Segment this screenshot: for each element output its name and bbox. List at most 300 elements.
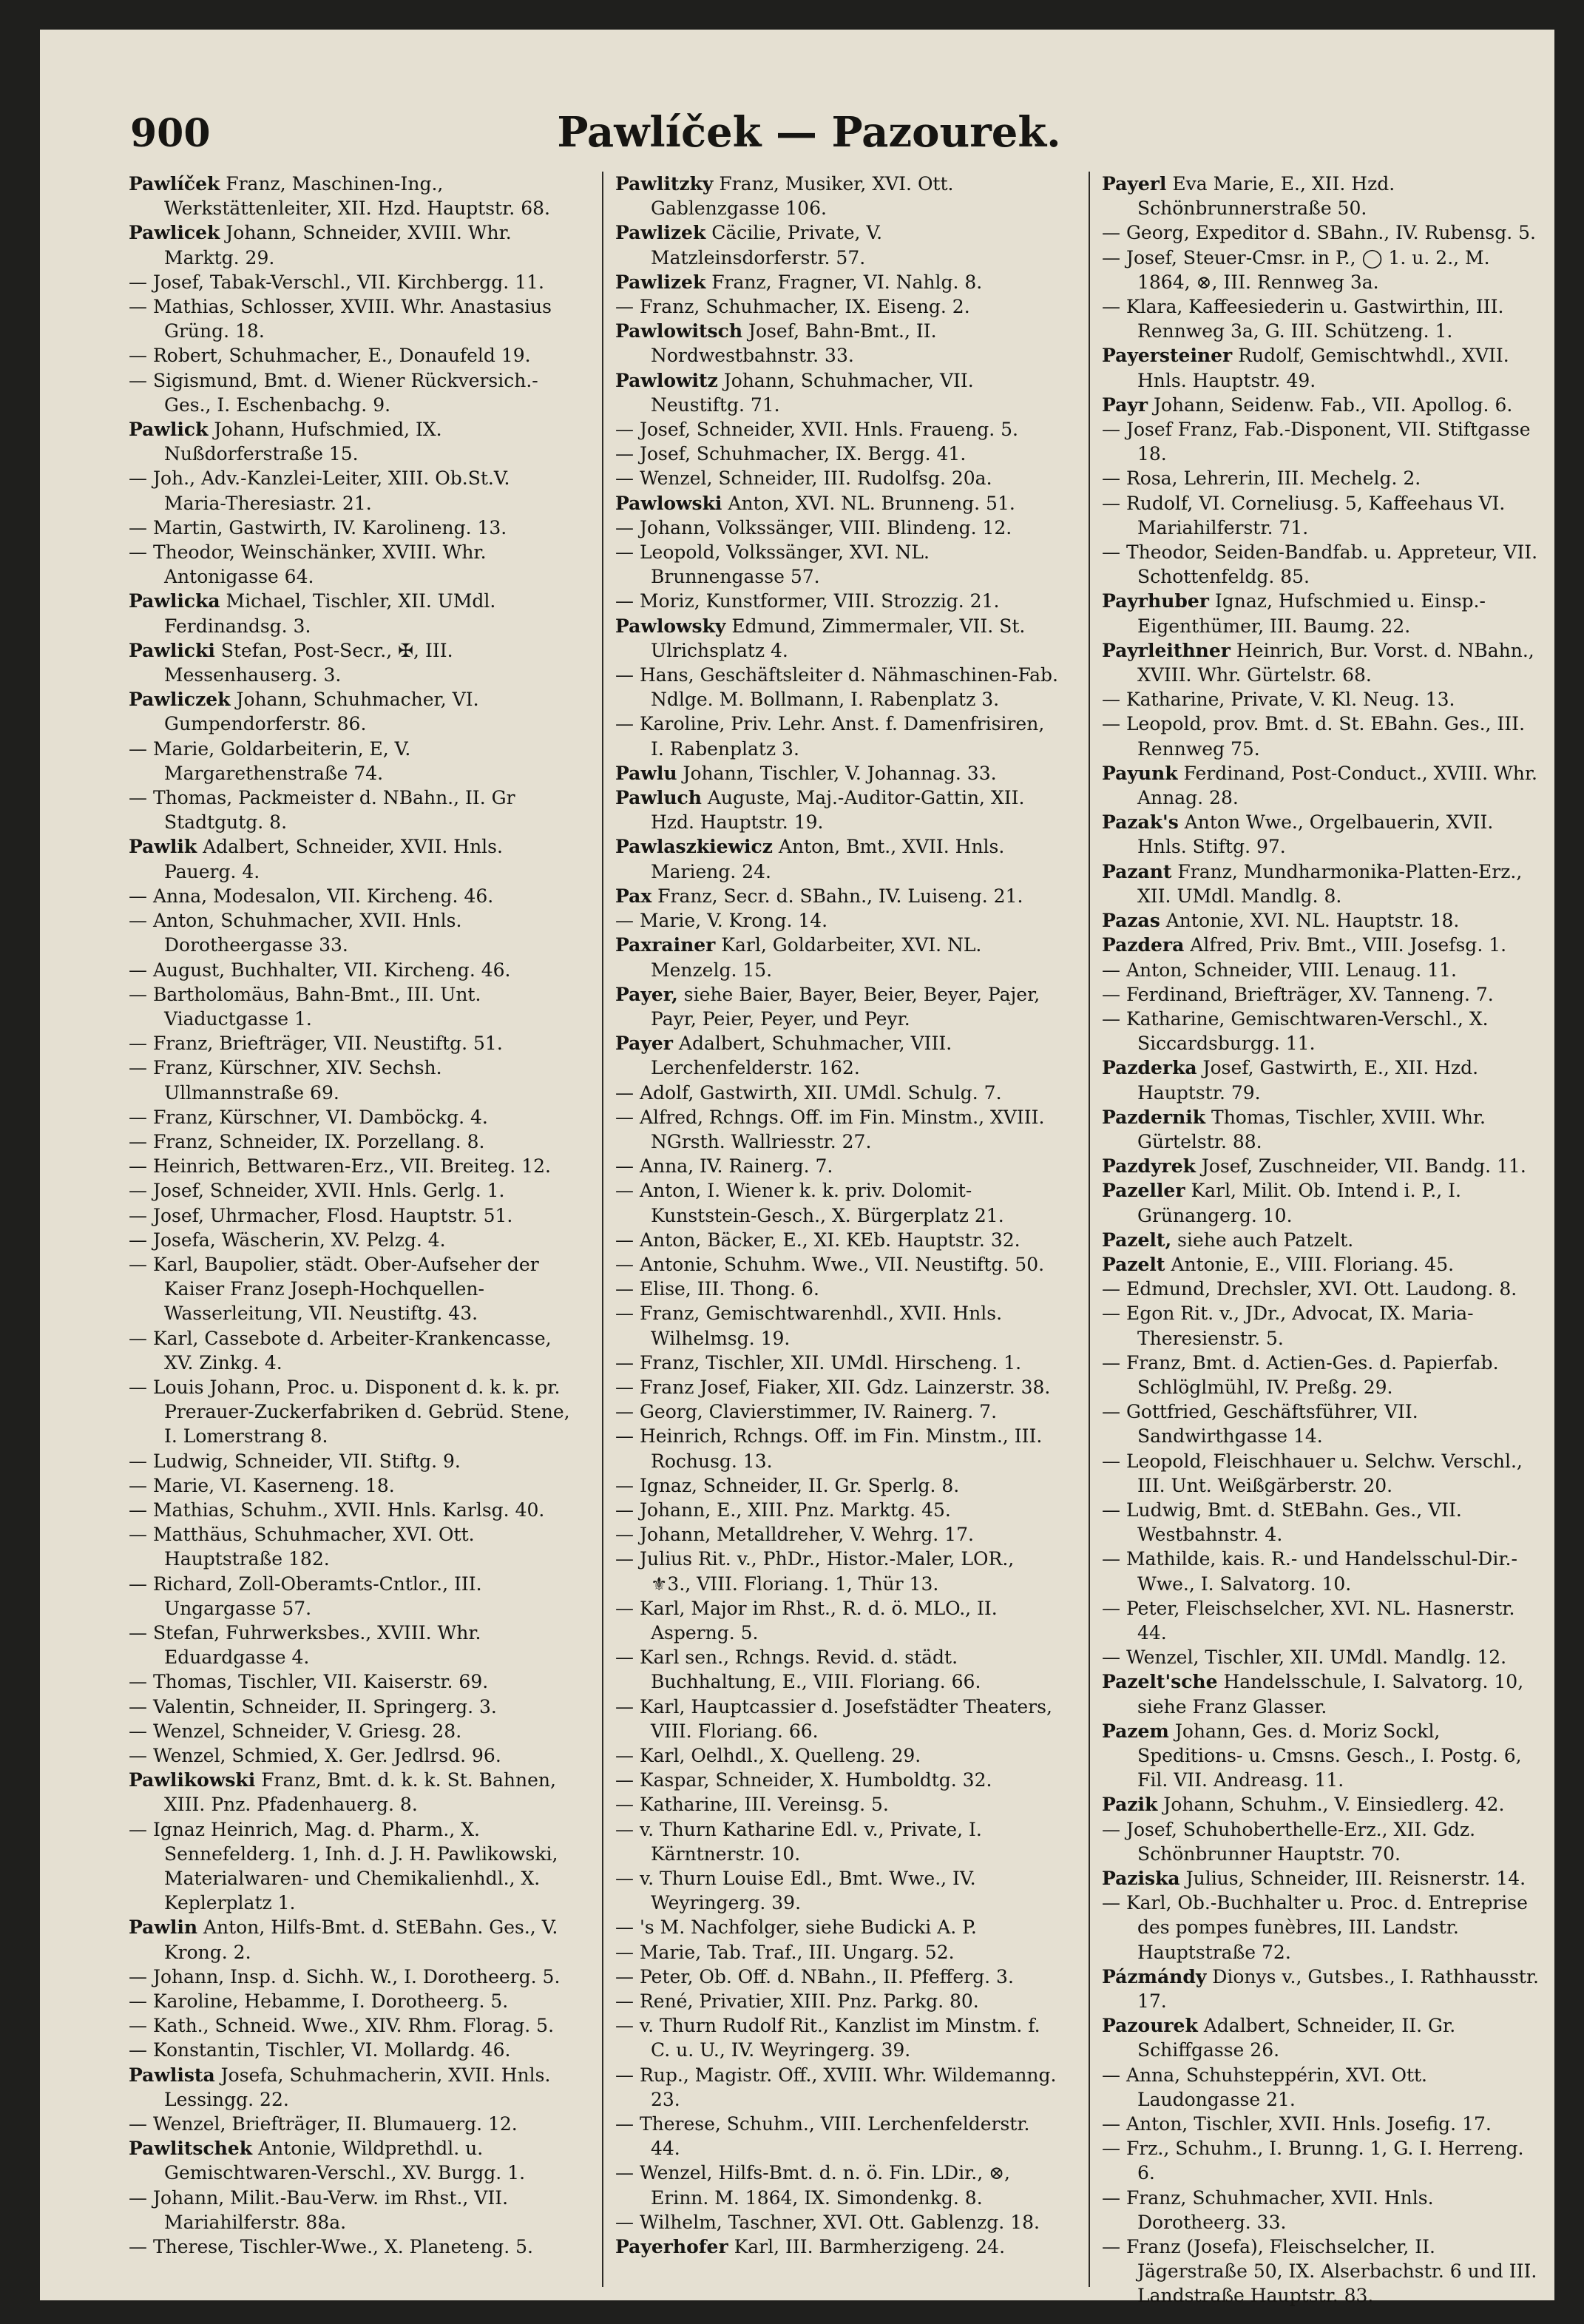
directory-entry — [129, 1572, 572, 1621]
directory-entry — [615, 1351, 1059, 1375]
entry-text: — Anton, Tischler, XVII. Hnls. Josefig. 17. — [1102, 2113, 1492, 2135]
entry-surname: Pazelt, — [1102, 1229, 1172, 1251]
entry-text: Anton Wwe., Orgelbauerin, XVII. Hnls. Stiftg. 97. — [1137, 811, 1494, 858]
entry-text: — Thomas, Packmeister d. NBahn., II. Gr Stadtgutg. 8. — [129, 787, 515, 834]
directory-entry — [615, 319, 1059, 368]
entry-text: — Stefan, Fuhrwerksbes., XVIII. Whr. Eduardgasse 4. — [129, 1621, 481, 1669]
entry-text: — Mathilde, kais. R.- und Handelsschul-Dir.-Wwe., I. Salvatorg. 10. — [1102, 1548, 1517, 1595]
entry-text: Johann, Hufschmied, IX. Nußdorferstraße 15. — [164, 419, 442, 465]
page-number: 900 — [130, 111, 211, 156]
directory-entry — [615, 933, 1059, 982]
entry-surname: Payer — [615, 1033, 673, 1055]
entry-text: — Wenzel, Tischler, XII. UMdl. Mandlg. 12. — [1102, 1646, 1507, 1669]
directory-entry — [1102, 2013, 1546, 2062]
entry-text: Stefan, Post-Secr., ✠, III. Messenhauserg. 3. — [164, 639, 453, 686]
entry-text: — Karl, Major im Rhst., R. d. ö. MLO., II. Asperng. 5. — [615, 1597, 998, 1644]
directory-entry — [129, 834, 572, 883]
directory-entry — [1102, 712, 1546, 760]
entry-text: — Bartholomäus, Bahn-Bmt., III. Unt. Viaductgasse 1. — [129, 983, 481, 1030]
entry-text: — Wenzel, Schneider, III. Rudolfsg. 20a. — [615, 467, 992, 490]
entry-text: — Josef Franz, Fab.-Disponent, VII. Stiftgasse 18. — [1102, 419, 1531, 465]
directory-entry — [615, 982, 1059, 1031]
directory-entry — [615, 540, 1059, 589]
entry-text: Franz, Maschinen-Ing., Werkstättenleiter, XII. Hzd. Hauptstr. 68. — [164, 173, 550, 220]
entry-text: — René, Privatier, XIII. Pnz. Parkg. 80. — [615, 1990, 979, 2013]
entry-text: — Katharine, Private, V. Kl. Neug. 13. — [1102, 689, 1455, 711]
entry-text: — Peter, Ob. Off. d. NBahn., II. Pfefferg. 3. — [615, 1965, 1014, 1987]
entry-text: — 's M. Nachfolger, siehe Budicki A. P. — [615, 1916, 977, 1939]
directory-entry — [615, 1915, 1059, 1939]
directory-page — [40, 30, 1554, 2307]
column-2 — [615, 172, 1059, 2294]
directory-entry — [615, 1277, 1059, 1301]
entry-surname: Pazdera — [1102, 934, 1185, 956]
entry-text: — Anton, I. Wiener k. k. priv. Dolomit-Kunststein-Gesch., X. Bürgerplatz 21. — [615, 1180, 1004, 1226]
directory-entry — [615, 1375, 1059, 1399]
entry-text: Thomas, Tischler, XVIII. Whr. Gürtelstr. 88. — [1137, 1106, 1486, 1152]
directory-entry — [1102, 589, 1546, 638]
entry-text: Karl, Milit. Ob. Intend i. P., I. Grünangerg. 10. — [1137, 1180, 1461, 1226]
directory-entry — [615, 786, 1059, 834]
directory-entry — [615, 491, 1059, 516]
entry-text: — Johann, Insp. d. Sichh. W., I. Dorotheerg. 5. — [129, 1965, 561, 1987]
entry-text: — Josef, Tabak-Verschl., VII. Kirchbergg. 11. — [129, 271, 544, 293]
directory-entry — [129, 1105, 572, 1129]
entry-surname: Pazelt'sche — [1102, 1671, 1218, 1693]
entry-text: — Josef, Uhrmacher, Flosd. Hauptstr. 51. — [129, 1204, 513, 1226]
entry-text: — Marie, Goldarbeiterin, E, V. Margarethenstraße 74. — [129, 737, 411, 784]
directory-entry — [1102, 417, 1546, 466]
entry-text: Cäcilie, Private, V. Matzleinsdorferstr. 57. — [651, 222, 883, 268]
directory-entry — [615, 220, 1059, 269]
directory-entry — [129, 1449, 572, 1473]
entry-text: — Wenzel, Schmied, X. Ger. Jedlrsd. 96. — [129, 1745, 501, 1766]
entry-surname: Payerhofer — [615, 2236, 728, 2258]
directory-entry — [615, 1301, 1059, 1350]
directory-entry — [129, 1129, 572, 1154]
directory-entry — [1102, 466, 1546, 490]
entry-surname: Pazak's — [1102, 811, 1179, 834]
entry-text: — Leopold, Volkssänger, XVI. NL. Brunnengasse 57. — [615, 541, 930, 588]
entry-text: Auguste, Maj.-Auditor-Gattin, XII. Hzd. Hauptstr. 19. — [651, 787, 1025, 834]
directory-entry — [1102, 1007, 1546, 1055]
entry-text: Johann, Tischler, V. Johannag. 33. — [677, 762, 997, 784]
directory-entry — [1102, 491, 1546, 540]
entry-surname: Pázmándy — [1102, 1965, 1207, 1987]
entry-text: — Anna, Schuhsteppérin, XVI. Ott. Laudongasse 21. — [1102, 2064, 1428, 2110]
directory-entry — [615, 270, 1059, 294]
directory-entry — [615, 834, 1059, 883]
directory-entry — [129, 1989, 572, 2013]
entry-text: — Katharine, III. Vereinsg. 5. — [615, 1794, 889, 1816]
entry-text: — Johann, Milit.-Bau-Verw. im Rhst., VII. Mariahilferstr. 88a. — [129, 2186, 509, 2233]
entry-text: — Sigismund, Bmt. d. Wiener Rückversich.-Ges., I. Eschenbachg. 9. — [129, 369, 538, 416]
entry-text: — Valentin, Schneider, II. Springerg. 3. — [129, 1695, 497, 1717]
directory-entry — [1102, 1965, 1546, 2013]
directory-entry — [1102, 2063, 1546, 2112]
entry-text: — Kath., Schneid. Wwe., XIV. Rhm. Florag. 5. — [129, 2015, 555, 2037]
entry-text: Franz, Secr. d. SBahn., IV. Luiseng. 21. — [651, 885, 1023, 907]
column-divider — [602, 172, 603, 2287]
directory-entry — [1102, 1252, 1546, 1277]
entry-text: — Heinrich, Bettwaren-Erz., VII. Breiteg. 12. — [129, 1155, 551, 1178]
directory-entry — [129, 1965, 572, 1989]
entry-text: Josef, Gastwirth, E., XII. Hzd. Hauptstr. 79. — [1137, 1057, 1479, 1104]
directory-entry — [129, 1473, 572, 1498]
entry-text: — Adolf, Gastwirth, XII. UMdl. Schulg. 7. — [615, 1081, 1002, 1104]
directory-entry — [129, 2063, 572, 2112]
entry-text: Karl, Goldarbeiter, XVI. NL. Menzelg. 15. — [651, 934, 982, 981]
directory-entry — [1102, 540, 1546, 589]
directory-entry — [129, 908, 572, 957]
entry-surname: Paziska — [1102, 1868, 1180, 1890]
entry-text: — Edmund, Drechsler, XVI. Ott. Laudong. 8. — [1102, 1278, 1517, 1300]
directory-entry — [1102, 1228, 1546, 1252]
entry-text: — Rudolf, VI. Corneliusg. 5, Kaffeehaus VI. Mariahilferstr. 71. — [1102, 492, 1506, 538]
entry-surname: Pawlizek — [615, 271, 706, 293]
entry-text: Karl, III. Barmherzigeng. 24. — [728, 2236, 1006, 2258]
directory-entry — [1102, 2112, 1546, 2136]
directory-entry — [129, 368, 572, 417]
entry-surname: Pawlowsky — [615, 615, 726, 637]
entry-surname: Pazourek — [1102, 2015, 1198, 2037]
directory-entry — [129, 1154, 572, 1178]
directory-entry — [1102, 2235, 1546, 2308]
directory-entry — [615, 884, 1059, 908]
entry-text: — Alfred, Rchngs. Off. im Fin. Minstm., XVIII. NGrsth. Wallriesstr. 27. — [615, 1106, 1045, 1152]
directory-entry — [615, 663, 1059, 712]
entry-text: — Mathias, Schlosser, XVIII. Whr. Anastasius Grüng. 18. — [129, 296, 552, 342]
entry-text: — Theodor, Seiden-Bandfab. u. Appreteur, VII. Schottenfeldg. 85. — [1102, 541, 1538, 588]
entry-text: — Franz, Kürschner, VI. Damböckg. 4. — [129, 1106, 488, 1128]
entry-text: — Johann, E., XIII. Pnz. Marktg. 45. — [615, 1499, 951, 1521]
directory-entry — [1102, 294, 1546, 343]
entry-surname: Pazeller — [1102, 1180, 1185, 1202]
directory-entry — [129, 1743, 572, 1768]
directory-entry — [615, 712, 1059, 760]
directory-entry — [615, 1522, 1059, 1547]
directory-entry — [1102, 1645, 1546, 1669]
entry-text: Anton, Bmt., XVII. Hnls. Marieng. 24. — [651, 836, 1005, 882]
directory-entry — [615, 1768, 1059, 1792]
directory-entry — [615, 1154, 1059, 1178]
entry-surname: Pawlíček — [129, 173, 220, 195]
entry-text: Johann, Schneider, XVIII. Whr. Marktg. 29. — [164, 222, 512, 268]
directory-entry — [615, 1178, 1059, 1227]
entry-surname: Paxrainer — [615, 934, 716, 956]
entry-text: siehe auch Patzelt. — [1171, 1229, 1354, 1251]
directory-entry — [129, 1817, 572, 1916]
directory-entry — [1102, 1399, 1546, 1448]
entry-surname: Pazik — [1102, 1794, 1158, 1816]
entry-text: Michael, Tischler, XII. UMdl. Ferdinandsg. 3. — [164, 590, 496, 637]
entry-text: Ferdinand, Post-Conduct., XVIII. Whr. Annag. 28. — [1137, 762, 1537, 809]
entry-surname: Pawlicek — [129, 222, 220, 244]
directory-entry — [129, 220, 572, 269]
entry-text: — Franz, Schuhmacher, IX. Eiseng. 2. — [615, 296, 970, 318]
entry-text: — Heinrich, Rchngs. Off. im Fin. Minstm., III. Rochusg. 13. — [615, 1425, 1043, 1472]
directory-entry — [129, 2136, 572, 2185]
directory-entry — [129, 343, 572, 368]
entry-text: — Kaspar, Schneider, X. Humboldtg. 32. — [615, 1769, 992, 1791]
directory-entry — [1102, 1351, 1546, 1399]
entry-text: — Richard, Zoll-Oberamts-Cntlor., III. Ungargasse 57. — [129, 1573, 482, 1619]
entry-text: — Josef, Schuhoberthelle-Erz., XII. Gdz. Schönbrunner Hauptstr. 70. — [1102, 1818, 1476, 1865]
directory-entry — [1102, 1498, 1546, 1547]
entry-text: Alfred, Priv. Bmt., VIII. Josefsg. 1. — [1184, 934, 1507, 956]
entry-surname: Pawlowitsch — [615, 320, 743, 342]
entry-surname: Pawlowski — [615, 492, 722, 514]
entry-text: — Peter, Fleischselcher, XVI. NL. Hasnerstr. 44. — [1102, 1597, 1515, 1644]
directory-entry — [129, 1375, 572, 1449]
entry-text: — Hans, Geschäftsleiter d. Nähmaschinen-Fab. Ndlge. M. Bollmann, I. Rabenplatz 3. — [615, 664, 1058, 711]
directory-entry — [1102, 1817, 1546, 1866]
directory-entry — [129, 1055, 572, 1104]
entry-text: Julius, Schneider, III. Reisnerstr. 14. — [1179, 1868, 1526, 1890]
entry-surname: Payunk — [1102, 762, 1178, 784]
entry-text: — Rup., Magistr. Off., XVIII. Whr. Wildemanng. 23. — [615, 2064, 1057, 2110]
entry-surname: Payrleithner — [1102, 639, 1231, 661]
directory-entry — [615, 1596, 1059, 1645]
directory-entry — [615, 2161, 1059, 2209]
entry-text: — Katharine, Gemischtwaren-Verschl., X. Siccardsburgg. 11. — [1102, 1007, 1489, 1055]
directory-entry — [129, 270, 572, 294]
entry-text: — Egon Rit. v., JDr., Advocat, IX. Maria-Theresienstr. 5. — [1102, 1303, 1474, 1349]
entry-surname: Pawlowitz — [615, 369, 718, 391]
entry-surname: Pax — [615, 885, 652, 907]
directory-entry — [1102, 1669, 1546, 1718]
entry-text: — v. Thurn Katharine Edl. v., Private, I. Kärntnerstr. 10. — [615, 1818, 982, 1865]
directory-entry — [615, 908, 1059, 933]
entry-surname: Pawlick — [129, 419, 209, 441]
directory-entry — [1102, 810, 1546, 859]
directory-entry — [1102, 761, 1546, 810]
entry-text: Anton, Hilfs-Bmt. d. StEBahn. Ges., V. Krong. 2. — [164, 1916, 558, 1963]
directory-entry — [1102, 1055, 1546, 1104]
directory-entry — [129, 1695, 572, 1719]
entry-text: — Matthäus, Schuhmacher, XVI. Ott. Hauptstraße 182. — [129, 1524, 475, 1570]
entry-text: — Ludwig, Bmt. d. StEBahn. Ges., VII. Westbahnstr. 4. — [1102, 1499, 1462, 1546]
entry-text: — Wenzel, Schneider, V. Griesg. 28. — [129, 1720, 462, 1742]
directory-entry — [129, 1326, 572, 1375]
entry-text: Antonie, XVI. NL. Hauptstr. 18. — [1160, 910, 1460, 932]
directory-entry — [615, 2210, 1059, 2235]
entry-surname: Pazem — [1102, 1720, 1169, 1742]
entry-text: — Franz, Tischler, XII. UMdl. Hirscheng. 1. — [615, 1351, 1022, 1374]
entry-text: — Gottfried, Geschäftsführer, VII. Sandwirthgasse 14. — [1102, 1401, 1418, 1448]
entry-surname: Payer, — [615, 983, 678, 1005]
entry-text: Rudolf, Gemischtwhdl., XVII. Hnls. Hauptstr. 49. — [1137, 345, 1509, 391]
entry-text: — Anton, Schneider, VIII. Lenaug. 11. — [1102, 959, 1457, 981]
directory-entry — [615, 1498, 1059, 1522]
directory-entry — [1102, 2186, 1546, 2235]
entry-surname: Payerl — [1102, 173, 1167, 195]
entry-text: — Karl sen., Rchngs. Revid. d. städt. Buchhaltung, E., VIII. Floriang. 66. — [615, 1646, 981, 1693]
directory-entry — [615, 1940, 1059, 1965]
entry-text: Handelsschule, I. Salvatorg. 10, siehe Franz Glasser. — [1137, 1671, 1524, 1717]
entry-surname: Pawlin — [129, 1916, 198, 1939]
entry-surname: Payersteiner — [1102, 345, 1233, 367]
directory-entry — [129, 516, 572, 540]
entry-surname: Pawluch — [615, 787, 702, 809]
entry-text: — Karl, Ob.-Buchhalter u. Proc. d. Entreprise des pompes funèbres, III. Landstr. Hauptstraße 72. — [1102, 1892, 1528, 1963]
entry-text: — Marie, Tab. Traf., III. Ungarg. 52. — [615, 1941, 955, 1963]
directory-entry — [1102, 246, 1546, 294]
directory-entry — [1102, 958, 1546, 982]
entry-text: Adalbert, Schneider, XVII. Hnls. Pauerg. 4. — [164, 836, 503, 882]
directory-entry — [1102, 393, 1546, 417]
entry-surname: Pawlicki — [129, 639, 215, 661]
entry-text: — Ignaz Heinrich, Mag. d. Pharm., X. Sennefelderg. 1, Inh. d. J. H. Pawlikowski, Materialwaren- und Chemikalienhdl., X. Keplerplatz 1. — [129, 1818, 558, 1914]
entry-surname: Pazant — [1102, 860, 1172, 882]
entry-text: — Wenzel, Hilfs-Bmt. d. n. ö. Fin. LDir., ⊗, Erinn. M. 1864, IX. Simondenkg. 8. — [615, 2162, 1011, 2209]
directory-entry — [1102, 1154, 1546, 1178]
directory-entry — [129, 638, 572, 687]
entry-text: — Josef, Steuer-Cmsr. in P., ◯ 1. u. 2., M. 1864, ⊗, III. Rennweg 3a. — [1102, 246, 1490, 293]
entry-surname: Pawlizek — [615, 222, 706, 244]
directory-entry — [129, 1498, 572, 1522]
entry-text: — Konstantin, Tischler, VI. Mollardg. 46. — [129, 2039, 511, 2061]
directory-entry — [1102, 933, 1546, 957]
entry-text: — Johann, Volkssänger, VIII. Blindeng. 12. — [615, 516, 1012, 538]
directory-entry — [129, 1522, 572, 1571]
entry-text: — Robert, Schuhmacher, E., Donaufeld 19. — [129, 345, 531, 367]
entry-text: — Therese, Tischler-Wwe., X. Planeteng. 5. — [129, 2236, 533, 2258]
directory-entry — [129, 1915, 572, 1964]
entry-text: — Marie, V. Krong. 14. — [615, 910, 828, 932]
directory-entry — [615, 1399, 1059, 1424]
entry-surname: Pawlaszkiewicz — [615, 836, 773, 858]
entry-text: — Anton, Schuhmacher, XVII. Hnls. Dorotheergasse 33. — [129, 910, 462, 956]
entry-text: — Anna, Modesalon, VII. Kircheng. 46. — [129, 885, 494, 907]
directory-entry — [615, 417, 1059, 442]
directory-entry — [615, 1547, 1059, 1595]
entry-text: — Wenzel, Briefträger, II. Blumauerg. 12. — [129, 2113, 518, 2135]
entry-text: — Karl, Cassebote d. Arbeiter-Krankencasse, XV. Zinkg. 4. — [129, 1327, 552, 1374]
entry-text: Josef, Zuschneider, VII. Bandg. 11. — [1195, 1155, 1526, 1178]
entry-text: — Franz (Josefa), Fleischselcher, II. Jägerstraße 50, IX. Alserbachstr. 6 und III. Landstraße Hauptstr. 83. — [1102, 2236, 1537, 2307]
directory-entry — [129, 687, 572, 736]
directory-entry — [615, 442, 1059, 466]
directory-entry — [615, 1743, 1059, 1768]
directory-entry — [615, 1989, 1059, 2013]
entry-text: siehe Baier, Bayer, Beier, Beyer, Pajer, Payr, Peier, Peyer, und Peyr. — [651, 983, 1040, 1030]
entry-text: — Georg, Expeditor d. SBahn., IV. Rubensg. 5. — [1102, 222, 1536, 244]
entry-text: — v. Thurn Louise Edl., Bmt. Wwe., IV. Weyringerg. 39. — [615, 1868, 976, 1914]
entry-text: Franz, Mundharmonika-Platten-Erz., XII. UMdl. Mandlg. 8. — [1137, 860, 1523, 907]
directory-entry — [129, 884, 572, 908]
directory-entry — [1102, 638, 1546, 687]
entry-text: — Elise, III. Thong. 6. — [615, 1278, 819, 1300]
directory-entry — [615, 614, 1059, 663]
entry-text: Josefa, Schuhmacherin, XVII. Hnls. Lessingg. 22. — [164, 2064, 551, 2110]
directory-entry — [129, 540, 572, 589]
entry-text: Antonie, E., VIII. Floriang. 45. — [1165, 1253, 1455, 1275]
directory-entry — [129, 2235, 572, 2259]
entry-surname: Pazderka — [1102, 1057, 1197, 1079]
directory-entry — [1102, 1449, 1546, 1498]
page-header — [99, 98, 1519, 164]
directory-entry — [129, 958, 572, 982]
entry-text: — Mathias, Schuhm., XVII. Hnls. Karlsg. 40. — [129, 1499, 545, 1521]
entry-surname: Payr — [1102, 393, 1148, 416]
entry-text: — Klara, Kaffeesiederin u. Gastwirthin, III. Rennweg 3a, G. III. Schützeng. 1. — [1102, 296, 1504, 342]
entry-text: — Karl, Oelhdl., X. Quelleng. 29. — [615, 1745, 921, 1766]
directory-entry — [615, 2235, 1059, 2259]
directory-entry — [615, 1031, 1059, 1080]
entry-text: — Moriz, Kunstformer, VIII. Strozzig. 21. — [615, 590, 1000, 612]
entry-surname: Pazelt — [1102, 1253, 1165, 1275]
directory-entry — [1102, 1277, 1546, 1301]
directory-entry — [129, 589, 572, 638]
entry-text: Ignaz, Hufschmied u. Einsp.-Eigenthümer, III. Baumg. 22. — [1137, 590, 1486, 637]
directory-entry — [129, 786, 572, 834]
directory-entry — [1102, 859, 1546, 908]
entry-text: — Karoline, Hebamme, I. Dorotheerg. 5. — [129, 1990, 509, 2013]
entry-text: Franz, Musiker, XVI. Ott. Gablenzgasse 106. — [651, 173, 954, 220]
directory-entry — [129, 417, 572, 466]
directory-entry — [1102, 343, 1546, 392]
entry-text: — Johann, Metalldreher, V. Wehrg. 17. — [615, 1524, 974, 1546]
entry-text: — Josef, Schneider, XVII. Hnls. Fraueng. 5. — [615, 419, 1018, 441]
entry-surname: Pawlicka — [129, 590, 220, 612]
directory-entry — [615, 1965, 1059, 1989]
directory-entry — [1102, 1596, 1546, 1645]
directory-entry — [1102, 1891, 1546, 1965]
directory-entry — [129, 294, 572, 343]
entry-text: Johann, Schuhm., V. Einsiedlerg. 42. — [1157, 1794, 1505, 1816]
entry-text: — Antonie, Schuhm. Wwe., VII. Neustiftg. 50. — [615, 1253, 1045, 1275]
entry-text: Franz, Fragner, VI. Nahlg. 8. — [705, 271, 983, 293]
entry-text: — Franz, Bmt. d. Actien-Ges. d. Papierfab. Schlöglmühl, IV. Preßg. 29. — [1102, 1351, 1499, 1398]
entry-text: — Anna, IV. Rainerg. 7. — [615, 1155, 833, 1178]
directory-entry — [615, 1252, 1059, 1277]
entry-text: — Franz, Schneider, IX. Porzellang. 8. — [129, 1130, 485, 1152]
entry-text: — Karl, Hauptcassier d. Josefstädter Theaters, VIII. Floriang. 66. — [615, 1695, 1052, 1742]
directory-entry — [1102, 687, 1546, 712]
entry-text: — Marie, VI. Kaserneng. 18. — [129, 1474, 395, 1496]
directory-entry — [1102, 1547, 1546, 1595]
entry-surname: Pazdernik — [1102, 1106, 1206, 1128]
entry-text: — Ignaz, Schneider, II. Gr. Sperlg. 8. — [615, 1474, 960, 1496]
directory-entry — [615, 466, 1059, 490]
entry-text: Johann, Ges. d. Moriz Sockl, Speditions- u. Cmsns. Gesch., I. Postg. 6, Fil. VII. Andreasg. 11. — [1137, 1720, 1522, 1791]
column-1 — [129, 172, 572, 2294]
entry-text: — Theodor, Weinschänker, XVIII. Whr. Antonigasse 64. — [129, 541, 487, 588]
entry-text: Dionys v., Gutsbes., I. Rathhausstr. 17. — [1137, 1965, 1539, 2013]
entry-text: — Ferdinand, Briefträger, XV. Tanneng. 7. — [1102, 983, 1494, 1005]
directory-entry — [129, 2013, 572, 2038]
entry-text: — Rosa, Lehrerin, III. Mechelg. 2. — [1102, 467, 1421, 490]
entry-surname: Pawlista — [129, 2064, 215, 2086]
directory-entry — [129, 737, 572, 786]
directory-entry — [129, 1228, 572, 1252]
entry-text: — Thomas, Tischler, VII. Kaiserstr. 69. — [129, 1671, 489, 1693]
entry-text: Johann, Seidenw. Fab., VII. Apollog. 6. — [1148, 393, 1513, 416]
directory-entry — [129, 2038, 572, 2062]
entry-surname: Pazdyrek — [1102, 1155, 1196, 1178]
directory-entry — [129, 172, 572, 220]
directory-entry — [615, 1695, 1059, 1743]
directory-entry — [1102, 1301, 1546, 1350]
directory-entry — [615, 1424, 1059, 1473]
directory-entry — [615, 589, 1059, 613]
entry-text: Adalbert, Schuhmacher, VIII. Lerchenfelderstr. 162. — [651, 1033, 952, 1079]
entry-text: — Ludwig, Schneider, VII. Stiftg. 9. — [129, 1450, 461, 1472]
directory-entry — [129, 1621, 572, 1669]
entry-text: — Anton, Bäcker, E., XI. KEb. Hauptstr. 32. — [615, 1229, 1021, 1251]
entry-text: Johann, Schuhmacher, VII. Neustiftg. 71. — [651, 369, 974, 416]
